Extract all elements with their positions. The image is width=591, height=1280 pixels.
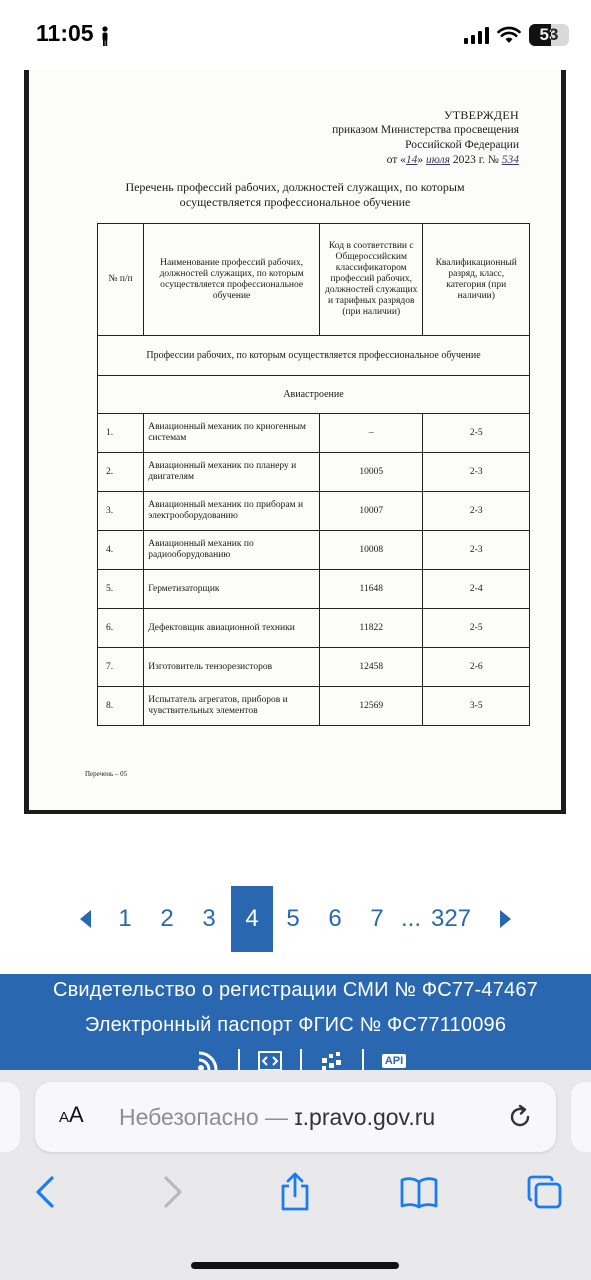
cell-num: 2.	[98, 453, 144, 492]
subsection-title: Авиастроение	[98, 376, 530, 414]
cell-num: 1.	[98, 414, 144, 453]
table-header-row	[98, 224, 530, 336]
api-label: API	[382, 1054, 406, 1068]
battery-icon	[529, 24, 569, 46]
table-row	[98, 531, 530, 570]
media-registration: Свидетельство о регистрации СМИ № ФС77-47467	[52, 979, 539, 1001]
cell-num: 8.	[98, 687, 144, 726]
reload-icon[interactable]	[506, 1103, 534, 1131]
address-bar[interactable]	[35, 1082, 556, 1152]
pagination-ellipsis: ...	[400, 905, 421, 932]
prev-page-icon[interactable]	[80, 910, 91, 928]
cell-grade: 3-5	[423, 687, 530, 726]
tabs-icon	[526, 1174, 564, 1210]
table-section-row	[98, 336, 530, 376]
cell-num: 3.	[98, 492, 144, 531]
cell-num: 7.	[98, 648, 144, 687]
page-link-7[interactable]: 7	[370, 905, 384, 932]
cell-grade: 2-3	[423, 492, 530, 531]
cell-name: Испытатель агрегатов, приборов и чувствительных элементов	[144, 687, 320, 726]
next-page-icon[interactable]	[500, 910, 511, 928]
table-row	[98, 492, 530, 531]
approved-month: июля	[426, 154, 450, 166]
status-time: 11:05	[36, 20, 94, 46]
header-num: № п/п	[98, 224, 144, 336]
url-host: ɪ.pravo.gov.ru	[294, 1104, 436, 1130]
chevron-right-icon	[162, 1175, 184, 1209]
page-link-2[interactable]: 2	[160, 905, 174, 932]
previous-tab-edge[interactable]	[0, 1082, 20, 1152]
approved-heading: УТВЕРЖДЕН	[443, 108, 519, 122]
cell-name: Изготовитель тензорезисторов	[144, 648, 320, 687]
table-row	[98, 570, 530, 609]
cell-grade: 2-4	[423, 570, 530, 609]
tabs-button[interactable]	[520, 1170, 570, 1214]
cell-grade: 2-6	[423, 648, 530, 687]
table-row	[98, 414, 530, 453]
page-link-3[interactable]: 3	[202, 905, 216, 932]
back-button[interactable]	[20, 1170, 70, 1214]
pagination	[0, 886, 591, 952]
page-link-6[interactable]: 6	[328, 905, 342, 932]
document-title: Перечень профессий рабочих, должностей служащих, по которым осуществляется профессиональное обучение	[125, 180, 465, 209]
cell-grade: 2-3	[423, 531, 530, 570]
next-tab-edge[interactable]	[571, 1082, 591, 1152]
browser-chrome	[0, 1070, 591, 1280]
chevron-left-icon	[34, 1175, 56, 1209]
cell-name: Авиационный механик по планеру и двигателям	[144, 453, 320, 492]
battery-level: 53	[539, 25, 559, 44]
cell-num: 4.	[98, 531, 144, 570]
person-activity-icon	[99, 26, 111, 46]
cell-code: –	[320, 414, 423, 453]
table-row	[98, 609, 530, 648]
page-link-4-current[interactable]: 4	[231, 886, 273, 952]
document-page	[29, 70, 561, 810]
cell-code: 10005	[320, 453, 423, 492]
approved-by: приказом Министерства просвещения	[332, 124, 519, 136]
book-icon	[399, 1175, 439, 1209]
cell-name: Авиационный механик по приборам и электрооборудованию	[144, 492, 320, 531]
cellular-signal-icon	[464, 26, 489, 44]
cell-name: Герметизаторщик	[144, 570, 320, 609]
page-link-last[interactable]: 327	[430, 905, 472, 932]
table-row	[98, 648, 530, 687]
approved-number: 534	[501, 154, 519, 166]
share-button[interactable]	[270, 1170, 320, 1214]
cell-name: Авиационный механик по радиооборудованию	[144, 531, 320, 570]
approved-org: Российской Федерации	[405, 139, 519, 151]
forward-button[interactable]	[148, 1170, 198, 1214]
header-grade: Квалификационный разряд, класс, категория (при наличии)	[423, 224, 530, 336]
cell-code: 11822	[320, 609, 423, 648]
bookmarks-button[interactable]	[394, 1170, 444, 1214]
header-name: Наименование профессий рабочих, должностей служащих, по которым осуществляется профессиональное обучение	[144, 224, 320, 336]
page-link-5[interactable]: 5	[286, 905, 300, 932]
header-code: Код в соответствии с Общероссийским классификатором профессий рабочих, должностей служащих и тарифных разрядов (при наличии)	[320, 224, 423, 336]
page-link-1[interactable]: 1	[118, 905, 132, 932]
reader-options-button[interactable]: AA	[59, 1102, 84, 1127]
document-footer-note: Перечень – 05	[85, 770, 128, 778]
approval-stamp	[332, 108, 519, 168]
share-icon	[278, 1172, 312, 1212]
approved-date: от «14» июля 2023 г. № 534	[386, 154, 519, 166]
cell-code: 11648	[320, 570, 423, 609]
electronic-passport: Электронный паспорт ФГИС № ФС77110096	[84, 1014, 507, 1036]
cell-num: 6.	[98, 609, 144, 648]
document-viewer[interactable]	[24, 70, 566, 814]
cell-name: Авиационный механик по криогенным системам	[144, 414, 320, 453]
professions-table	[97, 223, 530, 726]
cell-code: 10007	[320, 492, 423, 531]
home-indicator	[191, 1262, 399, 1269]
cell-grade: 2-3	[423, 453, 530, 492]
table-row	[98, 453, 530, 492]
status-bar	[0, 0, 591, 70]
approved-day: 14	[405, 154, 418, 166]
cell-code: 12569	[320, 687, 423, 726]
cell-num: 5.	[98, 570, 144, 609]
status-indicators	[464, 24, 569, 46]
cell-name: Дефектовщик авиационной техники	[144, 609, 320, 648]
browser-toolbar	[0, 1170, 591, 1230]
table-subsection-row	[98, 376, 530, 414]
wifi-icon	[497, 26, 521, 44]
cell-grade: 2-5	[423, 609, 530, 648]
site-footer	[0, 974, 591, 1074]
cell-grade: 2-5	[423, 414, 530, 453]
table-row	[98, 687, 530, 726]
cell-code: 10008	[320, 531, 423, 570]
url-text[interactable]	[119, 1104, 509, 1131]
section-title: Профессии рабочих, по которым осуществляется профессиональное обучение	[98, 336, 530, 376]
url-security-label: Небезопасно —	[119, 1104, 295, 1130]
cell-code: 12458	[320, 648, 423, 687]
